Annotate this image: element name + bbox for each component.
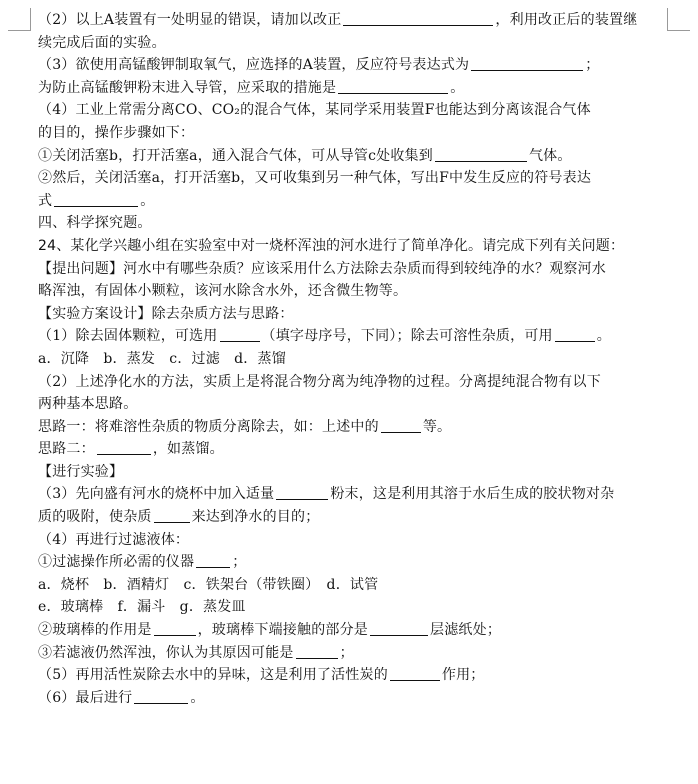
line-text: ，如蒸馏。 [152,441,224,458]
text-line [38,77,678,100]
text-line [38,32,678,55]
line-text: （5）再用活性炭除去水中的异味，这是利用了活性炭的 [38,667,388,684]
line-text: 【进行实验】 [38,463,124,480]
text-line [38,506,678,529]
line-text: 24、某化学兴趣小组在实验室中对一烧杯浑浊的河水进行了简单净化。请完成下列有关问题： [38,237,625,254]
answer-blank[interactable] [97,440,151,455]
text-line [38,438,678,461]
text-line [38,461,678,484]
line-text: a．烧杯 b．酒精灯 c．铁架台（带铁圈） d．试管 [38,576,379,593]
line-text: a．沉降 b．蒸发 c．过滤 d．蒸馏 [38,350,286,367]
answer-blank[interactable] [555,327,595,342]
line-text: ②玻璃棒的作用是 [38,622,152,639]
answer-blank[interactable] [338,79,448,94]
line-text: ③若滤液仍然浑浊，你认为其原因可能是 [38,644,294,661]
text-line [38,529,678,552]
line-text: 式 [38,192,53,209]
text-line [38,190,678,213]
answer-blank[interactable] [54,192,138,207]
text-line [38,99,678,122]
line-text: （2）以上A装置有一处明显的错误，请加以改正 [38,12,342,28]
text-line [38,393,678,416]
text-line [38,54,678,77]
line-text: 。 [450,79,465,96]
line-text: 续完成后面的实验。 [38,34,166,51]
line-text: 思路二： [38,441,95,458]
line-text: 【提出问题】河水中有哪些杂质？应该采用什么方法除去杂质而得到较纯净的水？观察河水 [38,260,606,277]
text-line [38,258,678,281]
text-line [38,574,678,597]
line-text: 的目的，操作步骤如下： [38,124,195,141]
line-text: ①关闭活塞b，打开活塞a，通入混合气体，可从导管c处收集到 [38,147,433,164]
text-line [38,212,678,235]
line-text: ，玻璃棒下端接触的部分是 [197,622,369,639]
answer-blank[interactable] [276,485,328,500]
text-line [38,371,678,394]
line-text: （1）除去固体颗粒，可选用 [38,328,218,345]
text-line [38,619,678,642]
text-line [38,235,678,258]
line-text: ②然后，关闭活塞a，打开活塞b，又可收集到另一种气体，写出F中发生反应的符号表达 [38,170,592,187]
answer-blank[interactable] [220,327,260,342]
text-line [38,642,678,665]
line-text: 【实验方案设计】除去杂质方法与思路： [38,305,294,322]
line-text: ，利用改正后的装置继 [495,12,638,28]
text-line [38,9,678,32]
text-line [38,167,678,190]
line-text: 来达到净水的目的； [191,509,320,526]
line-text: 作用； [441,667,485,684]
line-text: 为防止高锰酸钾粉末进入导管，应采取的措施是 [38,79,337,96]
answer-blank[interactable] [154,508,190,523]
text-line [38,416,678,439]
crop-mark-top-left [8,8,31,31]
line-text: 四、科学探究题。 [38,215,152,232]
text-line [38,325,678,348]
line-text: 等。 [422,418,452,435]
answer-blank[interactable] [296,644,338,659]
document-body [38,9,678,709]
text-line [38,145,678,168]
line-text: 粉末，这是利用其溶于水后生成的胶状物对杂 [330,486,615,503]
line-text: 质的吸附，使杂质 [38,509,152,526]
line-text: ； [585,57,600,74]
answer-blank[interactable] [196,553,230,568]
line-text: ； [232,554,247,571]
text-line [38,551,678,574]
answer-blank[interactable] [381,418,421,433]
text-line [38,280,678,303]
line-text: ； [339,644,354,661]
line-text: 。 [596,328,611,345]
answer-blank[interactable] [370,621,428,636]
line-text: （6）最后进行 [38,689,133,706]
line-text: （2）上述净化水的方法，实质上是将混合物分离为纯净物的过程。分离提纯混合物有以下 [38,373,601,390]
text-line [38,687,678,710]
text-line [38,303,678,326]
line-text: 层滤纸处； [430,622,502,639]
line-text: 。 [190,689,205,706]
line-text: e．玻璃棒 f．漏斗 g．蒸发皿 [38,599,246,616]
text-line [38,483,678,506]
text-line [38,348,678,371]
line-text: （4）再进行过滤液体： [38,531,190,548]
line-text: ①过滤操作所必需的仪器 [38,554,195,571]
answer-blank[interactable] [471,56,583,71]
text-line [38,664,678,687]
line-text: 思路一：将难溶性杂质的物质分离除去，如：上述中的 [38,418,379,435]
line-text: 两种基本思路。 [38,396,138,413]
line-text: 略浑浊，有固体小颗粒，该河水除含水外，还含微生物等。 [38,283,408,300]
answer-blank[interactable] [435,147,527,162]
line-text: （3）先向盛有河水的烧杯中加入适量 [38,486,275,503]
answer-blank[interactable] [134,689,188,704]
answer-blank[interactable] [343,11,493,26]
line-text: 。 [140,192,155,209]
answer-blank[interactable] [390,666,440,681]
line-text: （填字母序号，下同）；除去可溶性杂质，可用 [261,328,553,345]
line-text: （3）欲使用高锰酸钾制取氧气，应选择的A装置，反应符号表达式为 [38,57,470,74]
line-text: 气体。 [528,147,572,164]
text-line [38,596,678,619]
line-text: （4）工业上常需分离CO、CO₂的混合气体，某同学采用装置F也能达到分离该混合气体 [38,102,591,119]
text-line [38,122,678,145]
answer-blank[interactable] [154,621,196,636]
